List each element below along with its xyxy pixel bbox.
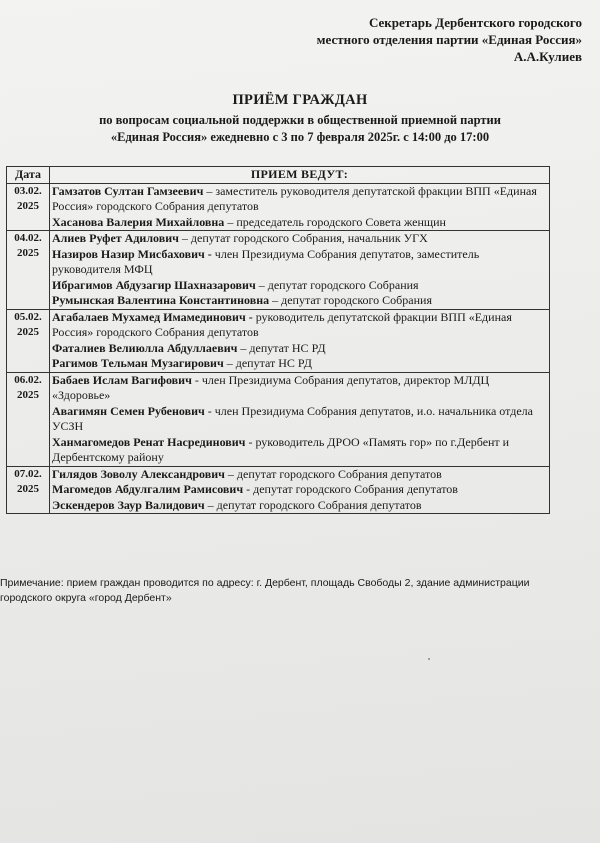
- row-date: [7, 309, 50, 372]
- host-role: – председатель городского Совета женщин: [224, 214, 446, 229]
- host-entry: [52, 435, 547, 466]
- schedule-row: [7, 309, 550, 372]
- footnote-line-1: Примечание: прием граждан проводится по адресу: г. Дербент, площадь Свободы 2, здание администрации: [0, 577, 530, 589]
- row-hosts: [50, 372, 550, 466]
- document-title: ПРИЁМ ГРАЖДАН: [232, 92, 368, 108]
- row-date: [7, 466, 50, 514]
- host-role: - депутат городского Собрания депутатов: [243, 482, 458, 496]
- document-subtitle: [40, 112, 560, 146]
- column-header-date: Дата: [7, 167, 50, 184]
- host-role: член Президиума Собрания депутатов, заместитель руководителя МФЦ: [52, 246, 480, 276]
- header-line-1: Секретарь Дербентского городского: [368, 15, 582, 30]
- header-signatory-name: А.А.Кулиев: [513, 49, 582, 64]
- host-entry: [52, 404, 547, 435]
- host-entry: [52, 231, 547, 247]
- host-name: Фаталиев Велиюлла Абдуллаевич: [52, 340, 238, 355]
- host-entry: [52, 482, 547, 498]
- header-line-2: местного отделения партии «Единая Россия»: [316, 32, 582, 47]
- schedule-row: [7, 231, 550, 310]
- host-role: - член Президиума Собрания депутатов, и.о. начальника отдела УСЗН: [52, 403, 533, 433]
- host-role: – депутат городского Собрания депутатов: [204, 497, 422, 512]
- host-entry: [52, 373, 547, 404]
- schedule-row: [7, 183, 550, 231]
- row-hosts: [50, 309, 550, 372]
- host-name: Гилядов Зоволу Александрович: [52, 466, 225, 481]
- schedule-row: [7, 372, 550, 466]
- host-entry: [52, 356, 547, 372]
- host-name: Назиров Назир Мисбахович -: [52, 246, 212, 261]
- host-entry: [52, 498, 547, 514]
- row-date-year: 2025: [17, 247, 39, 259]
- signatory-header: [182, 14, 582, 65]
- host-name: Алиев Руфет Адилович: [52, 231, 179, 245]
- row-date: [7, 372, 50, 466]
- host-name: Ханмагомедов Ренат Насрединович: [52, 434, 246, 449]
- host-entry: [52, 215, 547, 231]
- row-date-year: 2025: [17, 199, 39, 212]
- host-entry: [52, 184, 547, 215]
- host-name: Агабалаев Мухамед Имамединович -: [52, 309, 253, 324]
- host-name: Хасанова Валерия Михайловна: [52, 214, 225, 229]
- row-date-day: 04.02.: [14, 232, 42, 244]
- host-name: Магомедов Абдулгалим Рамисович: [52, 482, 244, 496]
- row-date-day: 03.02.: [14, 184, 42, 197]
- host-entry: [52, 341, 547, 357]
- footnote: [0, 576, 590, 606]
- footnote-line-2: городского округа «город Дербент»: [0, 592, 172, 604]
- host-name: Гамзатов Султан Гамзеевич: [52, 183, 204, 198]
- host-role: – депутат городского Собрания депутатов: [224, 466, 442, 481]
- row-date-day: 07.02.: [14, 467, 42, 480]
- host-role: - руководитель ДРОО «Память гор» по г.Дербент и Дербентскому району: [52, 434, 510, 464]
- host-name: Рагимов Тельман Музагирович: [52, 356, 224, 370]
- row-hosts: [50, 231, 550, 310]
- host-role: – заместитель руководителя депутатской фракции ВПП «Единая Россия» городского Собрания депутатов: [52, 183, 537, 213]
- host-role: – депутат НС РД: [237, 340, 326, 355]
- host-role: – депутат городского Собрания: [269, 293, 432, 307]
- row-date-day: 05.02.: [14, 310, 42, 323]
- host-name: Бабаев Ислам Вагифович: [52, 372, 192, 387]
- schedule-header-row: [7, 167, 550, 184]
- row-date-year: 2025: [17, 482, 39, 495]
- host-role: – депутат НС РД: [223, 356, 312, 370]
- subtitle-line-1: по вопросам социальной поддержки в общественной приемной партии: [99, 113, 501, 127]
- host-role: - член Президиума Собрания депутатов, директор МЛДЦ «Здоровье»: [52, 372, 490, 402]
- row-date: [7, 183, 50, 231]
- host-name: Ибрагимов Абдузагир Шахназарович: [52, 277, 256, 292]
- row-date-year: 2025: [17, 325, 39, 338]
- host-entry: [52, 247, 547, 278]
- schedule-table: [6, 166, 550, 514]
- host-entry: [52, 278, 547, 294]
- row-date-day: 06.02.: [14, 373, 42, 386]
- host-name: Румынская Валентина Константиновна: [52, 293, 270, 307]
- row-date-year: 2025: [17, 388, 39, 401]
- paper-speck: [428, 658, 430, 660]
- row-hosts: [50, 183, 550, 231]
- host-role: – депутат городского Собрания: [255, 277, 419, 292]
- host-role: – депутат городского Собрания, начальник УГХ: [178, 231, 428, 245]
- host-entry: [52, 467, 547, 483]
- subtitle-line-2: «Единая Россия» ежедневно с 3 по 7 февраля 2025г. с 14:00 до 17:00: [110, 130, 490, 144]
- host-name: Эскендеров Заур Валидович: [52, 497, 205, 512]
- row-hosts: [50, 466, 550, 514]
- host-entry: [52, 293, 547, 309]
- schedule-row: [7, 466, 550, 514]
- host-entry: [52, 310, 547, 341]
- host-name: Авагимян Семен Рубенович: [52, 403, 205, 418]
- column-header-hosts: ПРИЕМ ВЕДУТ:: [50, 167, 550, 184]
- row-date: [7, 231, 50, 310]
- host-role: руководитель депутатской фракции ВПП «Единая Россия» городского Собрания депутатов: [52, 309, 512, 339]
